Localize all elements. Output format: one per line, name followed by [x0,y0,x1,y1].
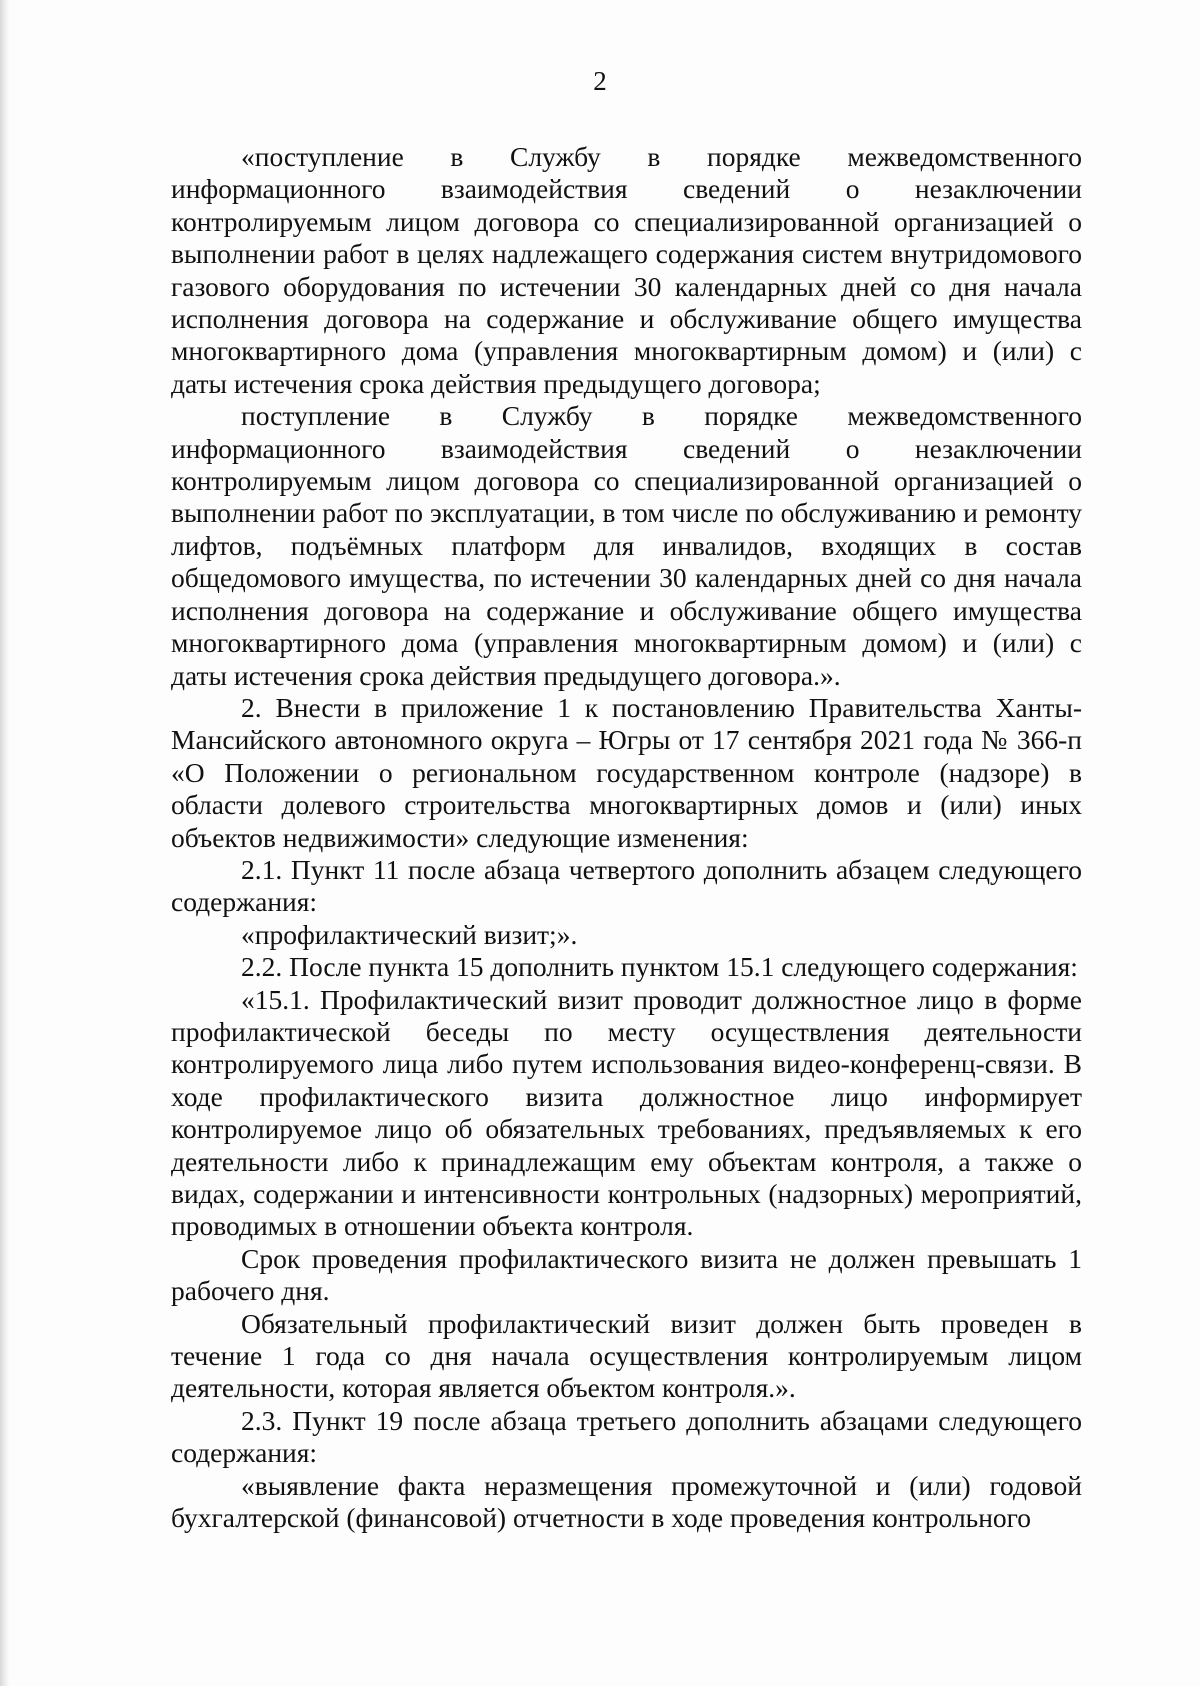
paragraph-item-15-1: «15.1. Профилактический визит проводит должностное лицо в форме профилактической беседы по месту осуществления деятельности контролируемого лица либо путем использования видео-конференц-связи. В ходе профилактического визита должностное лицо информирует контролируемое лицо об обязательных требованиях, предъявляемых к его деятельности либо к принадлежащим ему объектам контроля, а также о видах, содержании и интенсивности контрольных (надзорных) мероприятий, проводимых в отношении объекта контроля. [171,983,1082,1242]
paragraph-elevators: поступление в Службу в порядке межведомственного информационного взаимодействия сведений о незаключении контролируемым лицом договора со специализированной организацией о выполнении работ по эксплуатации, в том числе по обслуживанию и ремонту лифтов, подъёмных платформ для инвалидов, входящих в состав общедомового имущества, по истечении 30 календарных дней со дня начала исполнения договора на содержание и обслуживание общего имущества многоквартирного дома (управления многоквартирным домом) и (или) с даты истечения срока действия предыдущего договора.». [171,400,1082,691]
paragraph-gas-equipment: «поступление в Службу в порядке межведомственного информационного взаимодействия сведений о незаключении контролируемым лицом договора со специализированной организацией о выполнении работ в целях надлежащего содержания систем внутридомового газового оборудования по истечении 30 календарных дней со дня начала исполнения договора на содержание и обслуживание общего имущества многоквартирного дома (управления многоквартирным домом) и (или) с даты истечения срока действия предыдущего договора; [171,141,1082,399]
paragraph-item-2-3: 2.3. Пункт 19 после абзаца третьего дополнить абзацами следующего содержания: [171,1404,1082,1469]
paragraph-mandatory-visit: Обязательный профилактический визит должен быть проведен в течение 1 года со дня начала осуществления контролируемым лицом деятельности, которая является объектом контроля.». [171,1307,1082,1404]
paragraph-item-2: 2. Внести в приложение 1 к постановлению Правительства Ханты-Мансийского автономного округа – Югры от 17 сентября 2021 года № 366-п «О Положении о региональном государственном контроле (надзоре) в области долевого строительства многоквартирных домов и (или) иных объектов недвижимости» следующие изменения: [171,691,1082,853]
scan-edge [0,0,10,1686]
paragraph-reporting: «выявление факта неразмещения промежуточной и (или) годовой бухгалтерской (финансовой) отчетности в ходе проведения контрольного [171,1469,1082,1534]
paragraph-visit-duration: Срок проведения профилактического визита не должен превышать 1 рабочего дня. [171,1242,1082,1307]
page-number: 2 [593,66,607,96]
document-body [171,141,1082,1534]
paragraph-item-2-2: 2.2. После пункта 15 дополнить пунктом 15.1 следующего содержания: [241,951,1078,983]
paragraph-preventive-visit: «профилактический визит;». [241,918,578,950]
paragraph-item-2-1: 2.1. Пункт 11 после абзаца четвертого дополнить абзацем следующего содержания: [171,853,1082,918]
